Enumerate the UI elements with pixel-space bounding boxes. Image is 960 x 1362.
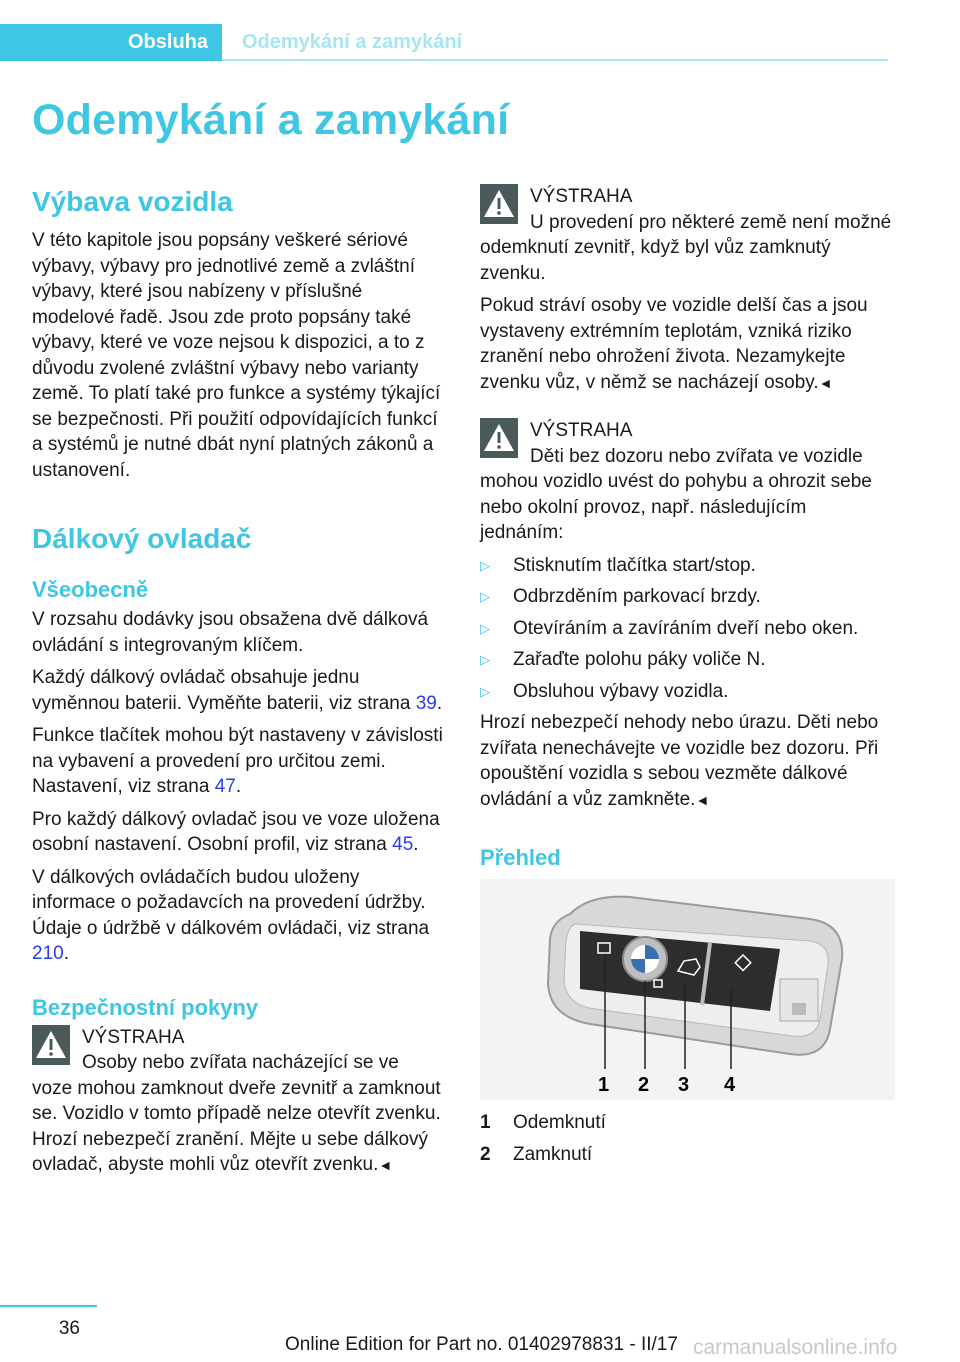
- warning-icon: [480, 418, 518, 458]
- page-link-39[interactable]: 39: [415, 692, 437, 714]
- legend-number: 1: [480, 1112, 491, 1133]
- list-item-text: Odbrzděním parkovací brzdy.: [513, 586, 761, 607]
- end-mark-icon: ◄: [378, 1157, 393, 1173]
- page-link-45[interactable]: 45: [392, 834, 414, 855]
- figure-label-2: 2: [638, 1074, 650, 1096]
- general-p5: [32, 865, 444, 967]
- page-title: Odemykání a zamykání: [32, 96, 510, 144]
- warning-text-body: Osoby nebo zvířata nacházející se ve voze mohou zamknout dveře zevnitř a zamknout se. Vozidlo v tomto případě nelze otevřít zvenku. Hrozí nebezpečí zranění. Mějte u sebe dálkový ovladač, abyste mohli vůz otevřít zvenku.: [32, 1052, 441, 1175]
- footer-edition: Online Edition for Part no. 01402978831 - II/17: [285, 1334, 678, 1355]
- list-item: [480, 647, 892, 673]
- list-item-text: Otevíráním a zavíráním dveří nebo oken.: [513, 617, 859, 639]
- period: .: [436, 692, 443, 714]
- heading-overview: Přehled: [480, 845, 561, 870]
- warning-block-children: [480, 418, 892, 813]
- left-column: [32, 184, 444, 1186]
- warning-title: VÝSTRAHA: [82, 1026, 185, 1048]
- end-mark-icon: ◄: [695, 791, 710, 808]
- remote-key-figure: [480, 879, 895, 1100]
- period: .: [413, 834, 419, 855]
- header-rule: [222, 59, 888, 61]
- warning-text-2-body: Hrozí nebezpečí nehody nebo úrazu. Děti nebo zvířata nenechávejte ve vozidle bez dozoru. Při opouštění vozidla s sebou vezměte dálkové ovládání a vůz zamkněte.: [480, 712, 879, 810]
- footer-rule: [0, 1305, 97, 1307]
- key-blade-tab: [792, 1003, 806, 1015]
- general-p4-text: Pro každý dálkový ovladač jsou ve voze uložena osobní nastavení. Osobní profil, viz strana: [32, 808, 440, 855]
- general-p3-text: Funkce tlačítek mohou být nastaveny v závislosti na vybavení a provedení pro určitou zemi. Nastavení, viz strana: [32, 725, 443, 797]
- general-p2-text: Každý dálkový ovládač obsahuje jednu vyměnnou baterii. Vyměňte baterii, viz strana: [32, 667, 416, 714]
- warning-icon: [32, 1025, 70, 1065]
- warning-text-2: [480, 710, 892, 813]
- warning-icon: [480, 184, 518, 224]
- legend-label: Odemknutí: [513, 1112, 606, 1133]
- warning-block-unlock: [480, 184, 892, 396]
- equipment-text: V této kapitole jsou popsány veškeré sériové výbavy, výbavy pro jednotlivé země a zvláštní výbavy, které jsou nabízeny v příslušné modelové řadě. Jsou zde proto popsány také výbavy, které ve voze nejsou k dispozici, a to z důvodu zvolené zvláštní výbavy nebo varianty země. To platí také pro funkce a systémy týkající se bezpečnosti. Při použití odpovídajících funkcí a systémů je nutné dbát nyní platných zákonů a ustanovení.: [32, 230, 441, 481]
- warning-text-2: [480, 293, 892, 396]
- page-number: 36: [58, 1318, 80, 1339]
- figure-label-1: 1: [598, 1074, 610, 1096]
- heading-general: Všeobecně: [32, 577, 149, 602]
- general-p4: [32, 807, 444, 858]
- legend-number: 2: [480, 1143, 491, 1165]
- legend-item: [480, 1110, 892, 1136]
- bullet-triangle-icon: ▷: [480, 620, 490, 636]
- heading-safety: Bezpečnostní pokyny: [32, 994, 259, 1020]
- header-section-label: Obsluha: [127, 31, 208, 53]
- bullet-list: [480, 553, 892, 705]
- bullet-triangle-icon: ▷: [480, 557, 490, 573]
- period: .: [235, 776, 242, 797]
- end-mark-icon: ◄: [818, 374, 833, 391]
- watermark: carmanualsonline.info: [693, 1336, 898, 1359]
- page-link-210[interactable]: 210: [32, 943, 64, 964]
- list-item: [480, 584, 892, 610]
- legend-item: [480, 1142, 892, 1168]
- general-p2: [32, 665, 444, 716]
- bullet-triangle-icon: ▷: [480, 589, 490, 604]
- warning-text: [32, 1050, 444, 1179]
- warning-title: VÝSTRAHA: [530, 420, 633, 441]
- warning-title: VÝSTRAHA: [530, 186, 633, 207]
- warning-text-2-body: Pokud stráví osoby ve vozidle delší čas a jsou vystaveny extrémním teplotám, vzniká riziko zranění nebo ohrožení života. Nezamykejte zvenku vůz, v němž se nacházejí osoby.: [480, 295, 868, 393]
- warning-block-safety: [32, 1025, 444, 1179]
- list-item: [480, 616, 892, 642]
- page-link-47[interactable]: 47: [214, 776, 236, 797]
- bullet-triangle-icon: ▷: [480, 683, 490, 699]
- list-item-text: Stisknutím tlačítka start/stop.: [513, 554, 756, 576]
- right-column: [480, 184, 892, 1173]
- header-chapter-label: Odemykání a zamykání: [242, 31, 463, 53]
- figure-label-4: 4: [724, 1074, 736, 1096]
- list-item: [480, 679, 892, 705]
- general-p5-text: V dálkových ovládačích budou uloženy informace o požadavcích na provedení údržby. Údaje o údržbě v dálkovém ovládači, viz strana: [32, 866, 430, 939]
- bullet-triangle-icon: ▷: [480, 652, 490, 667]
- general-p3: [32, 723, 444, 800]
- warning-text: U provedení pro některé země není možné odemknutí zevnitř, když byl vůz zamknutý zvenku.: [480, 211, 892, 284]
- figure-label-3: 3: [678, 1074, 690, 1096]
- legend-label: Zamknutí: [513, 1143, 593, 1165]
- heading-equipment: Výbava vozidla: [32, 186, 233, 217]
- remote-key-illustration: [480, 879, 895, 1100]
- general-p1: V rozsahu dodávky jsou obsažena dvě dálková ovládání s integrovaným klíčem.: [32, 609, 429, 656]
- heading-remote: Dálkový ovladač: [32, 523, 252, 554]
- list-item: [480, 553, 892, 579]
- warning-text: Děti bez dozoru nebo zvířata ve vozidle mohou vozidlo uvést do pohybu a ohrozit sebe nebo okolní provoz, např. následujícím jednáním:: [480, 445, 872, 543]
- list-item-text: Zařaďte polohu páky voliče N.: [513, 649, 766, 670]
- list-item-text: Obsluhou výbavy vozidla.: [513, 680, 729, 702]
- period: .: [63, 943, 69, 964]
